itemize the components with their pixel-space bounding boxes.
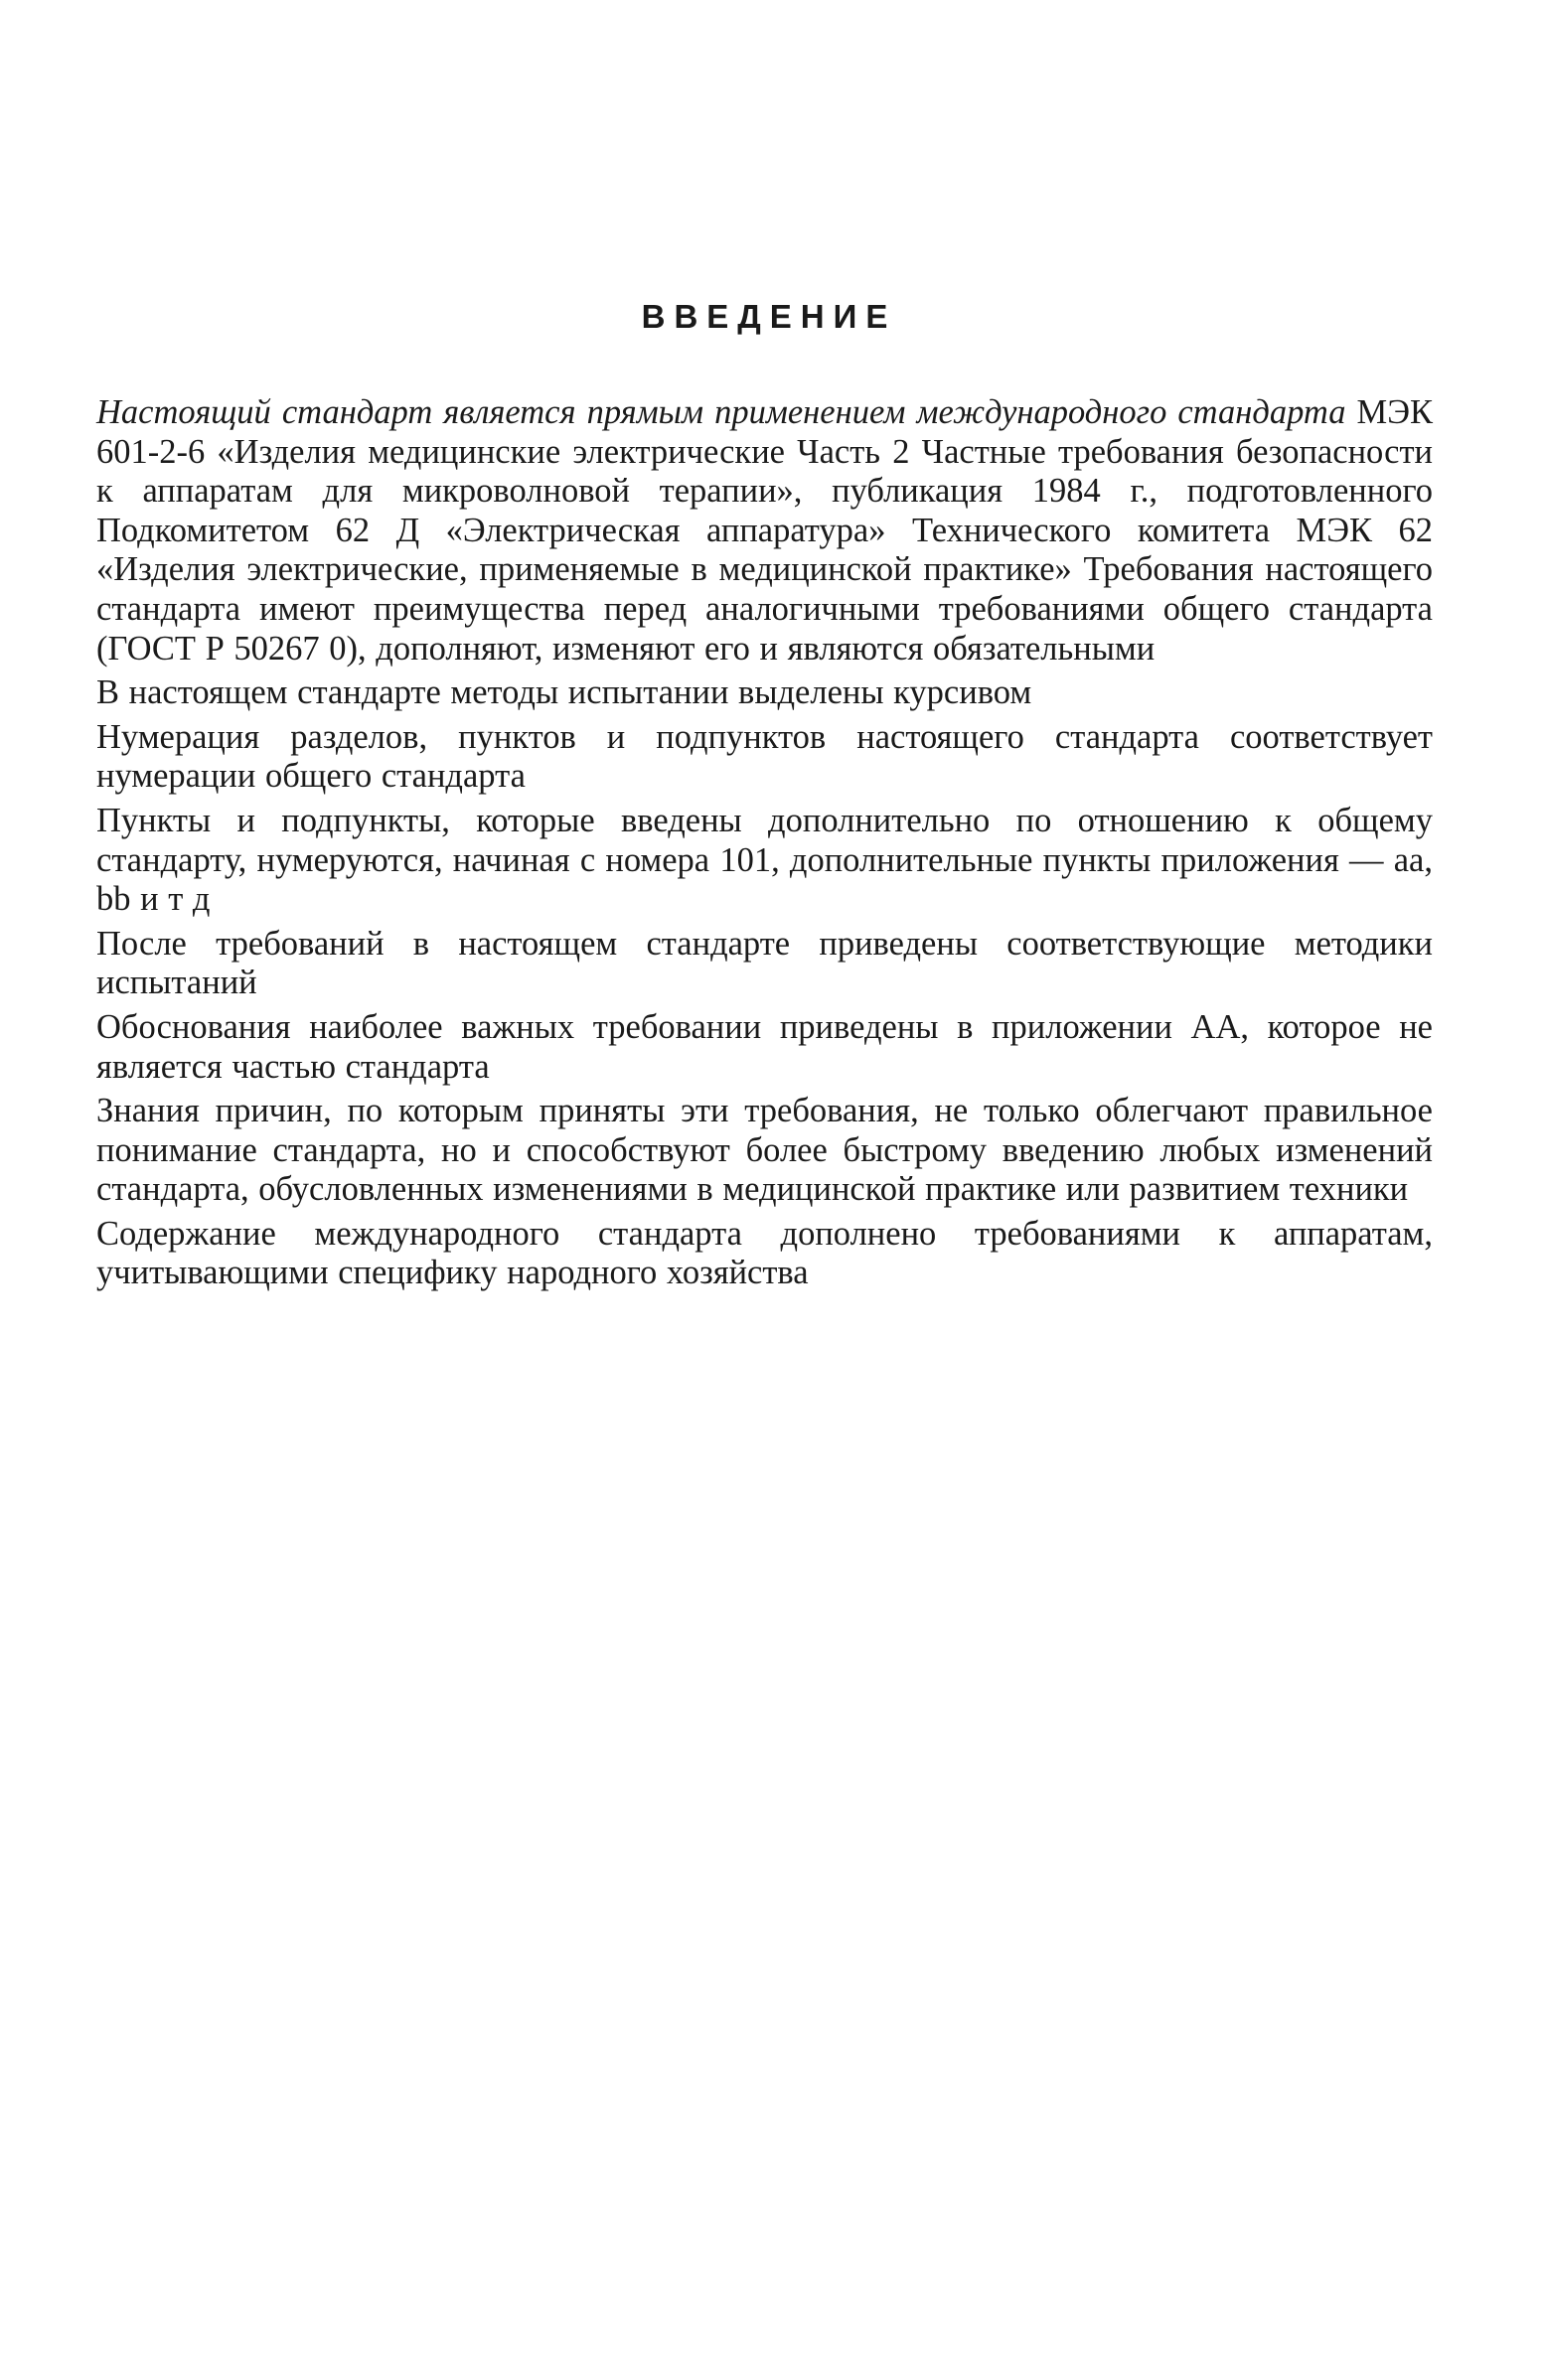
document-page xyxy=(96,298,1433,1293)
paragraph-scope-rest: МЭК 601-2-6 «Изделия медицинские электрические Часть 2 Частные требования безопасности к аппаратам для микроволновой терапии», публикация 1984 г., подготовленного Подкомитетом 62 Д «Электрическая аппаратура» Технического комитета МЭК 62 «Изделия электрические, применяемые в медицинской практике» Требования настоящего стандарта имеют преимущества перед аналогичными требованиями общего стандарта (ГОСТ Р 50267 0), дополняют, изменяют его и являются обязательными xyxy=(96,393,1433,668)
paragraph-numbering: Нумерация разделов, пунктов и подпунктов настоящего стандарта соответствует нумерации общего стандарта xyxy=(96,717,1433,796)
section-heading: ВВЕДЕНИЕ xyxy=(641,298,897,335)
paragraph-reasons: Знания причин, по которым приняты эти требования, не только облегчают правильное понимание стандарта, но и способствуют более быстрому введению любых изменений стандарта, обусловленных изменениями в медицинской практике или развитием техники xyxy=(96,1092,1433,1209)
paragraph-test-methods: В настоящем стандарте методы испытании выделены курсивом xyxy=(96,673,1032,712)
paragraph-scope xyxy=(96,393,1433,669)
paragraph-rationale: Обоснования наиболее важных требовании приведены в приложении АА, которое не является частью стандарта xyxy=(96,1007,1433,1086)
paragraph-test-procedures: После требований в настоящем стандарте приведены соответствующие методики испытаний xyxy=(96,924,1433,1002)
paragraph-additional-items: Пункты и подпункты, которые введены дополнительно по отношению к общему стандарту, нумеруются, начиная с номера 101, дополнительные пункты приложения — aa, bb и т д xyxy=(96,801,1433,919)
paragraph-scope-italic: Настоящий стандарт является прямым применением международного стандарта xyxy=(96,393,1346,431)
paragraph-supplement: Содержание международного стандарта дополнено требованиями к аппаратам, учитывающими специфику народного хозяйства xyxy=(96,1214,1433,1292)
